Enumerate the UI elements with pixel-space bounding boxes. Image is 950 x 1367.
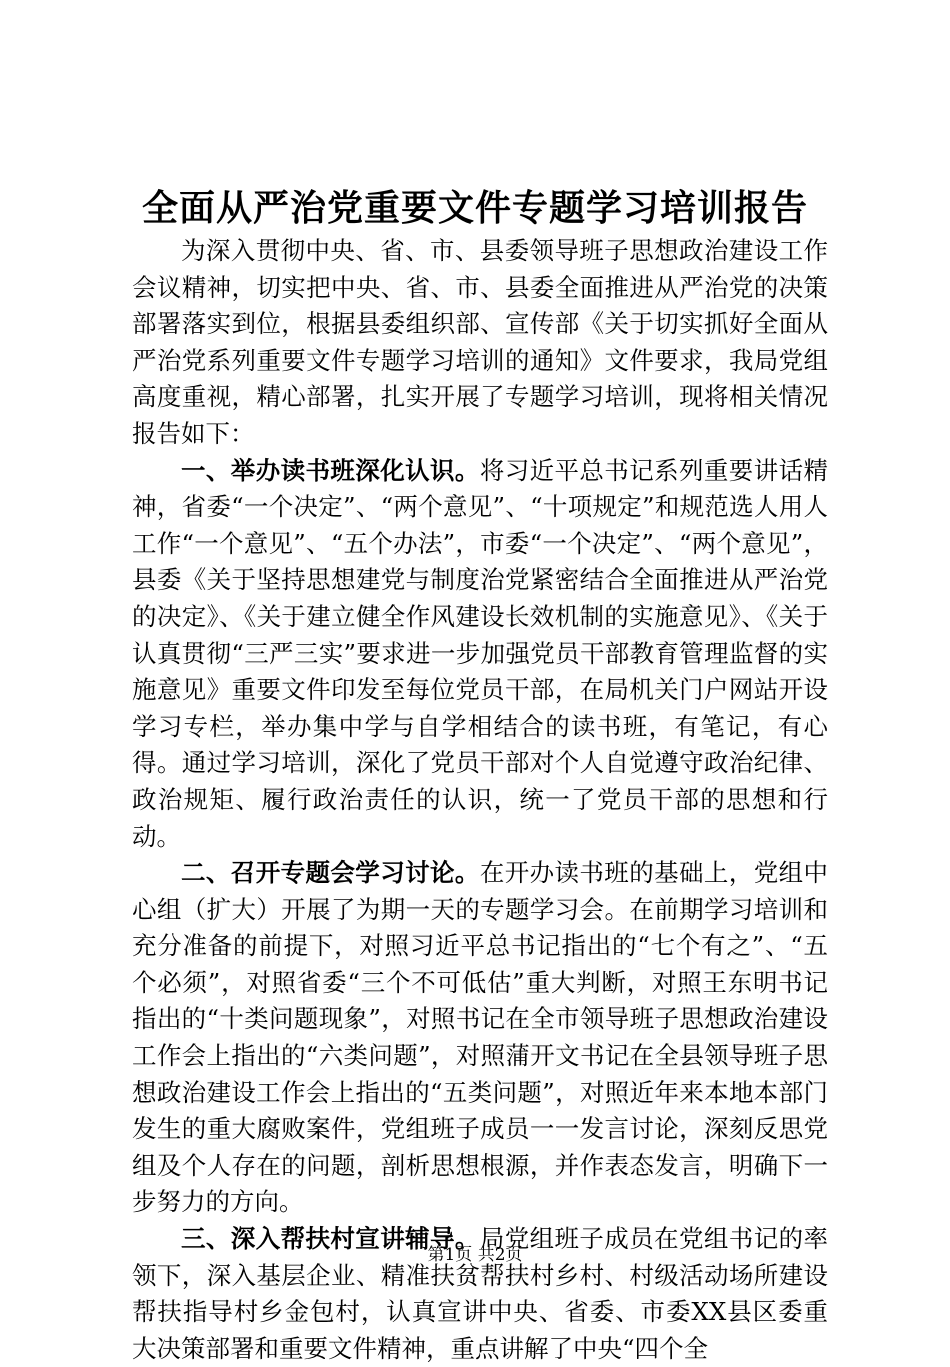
paragraph-text: 为深入贯彻中央、省、市、县委领导班子思想政治建设工作会议精神，切实把中央、省、市、县委全面推进从严治党的决策部署落实到位，根据县委组织部、宣传部《关于切实抓好全面从严治党系列重要文件专题学习培训的通知》文件要求，我局党组高度重视，精心部署，扎实开展了专题学习培训，现将相关情况报告如下： — [132, 236, 828, 448]
section-1-paragraph — [132, 453, 828, 856]
section-2-paragraph — [132, 855, 828, 1221]
section-2-text: 在开办读书班的基础上，党组中心组（扩大）开展了为期一天的专题学习会。在前期学习培训和充分准备的前提下，对照习近平总书记指出的“七个有之”、“五个必须”，对照省委“三个不可低估”重大判断，对照王东明书记指出的“十类问题现象”，对照书记在全市领导班子思想政治建设工作会上指出的“六类问题”，对照蒲开文书记在全县领导班子思想政治建设工作会上指出的“五类问题”，对照近年来本地本部门发生的重大腐败案件，党组班子成员一一发言讨论，深刻反思党组及个人存在的问题，剖析思想根源，并作表态发言，明确下一步努力的方向。 — [132, 858, 829, 1217]
section-3-heading: 三、深入帮扶村宣讲辅导。 — [181, 1224, 480, 1254]
section-2-heading: 二、召开专题会学习讨论。 — [181, 858, 480, 888]
intro-paragraph — [132, 233, 828, 453]
section-3-text: 局党组班子成员在党组书记的率领下，深入基层企业、精准扶贫帮扶村乡村、村级活动场所建设帮扶指导村乡金包村，认真宣讲中央、省委、市委XX县区委重大决策部署和重要文件精神，重点讲解了中央“四个全 — [132, 1224, 829, 1363]
section-1-heading: 一、举办读书班深化认识。 — [181, 455, 480, 485]
document-title: 全面从严治党重要文件专题学习培训报告 — [141, 187, 808, 229]
section-1-text: 将习近平总书记系列重要讲话精神，省委“一个决定”、“两个意见”、“十项规定”和规范选人用人工作“一个意见”、“五个办法”，市委“一个决定”、“两个意见”，县委《关于坚持思想建党与制度治党紧密结合全面推进从严治党的决定》、《关于建立健全作风建设长效机制的实施意见》、《关于认真贯彻“三严三实”要求进一步加强党员干部教育管理监督的实施意见》重要文件印发至每位党员干部，在局机关门户网站开设学习专栏，举办集中学与自学相结合的读书班，有笔记，有心得。通过学习培训，深化了党员干部对个人自觉遵守政治纪律、政治规矩、履行政治责任的认识，统一了党员干部的思想和行动。 — [132, 455, 829, 851]
page-number-footer: 第1页 共2页 — [427, 1245, 523, 1265]
document-body — [132, 233, 828, 1367]
